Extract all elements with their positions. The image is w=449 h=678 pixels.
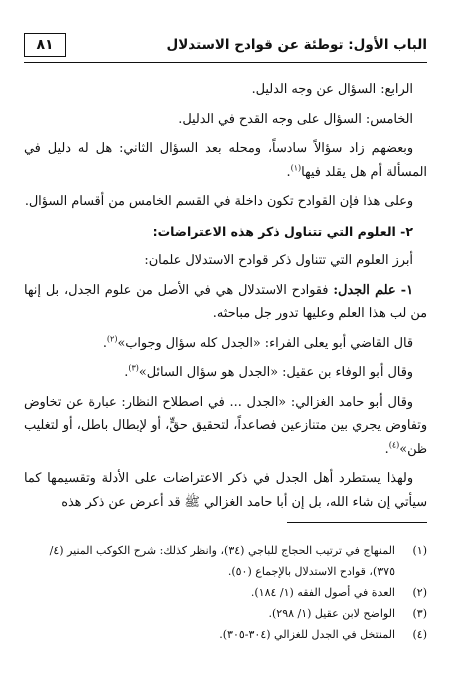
footnotes [24, 540, 427, 645]
page-number: ٨١ [36, 37, 54, 53]
footnote-text: العدة في أصول الفقه (١/ ١٨٤). [250, 586, 395, 599]
section-heading: ٢- العلوم التي تتناول ذكر هذه الاعتراضات: [152, 223, 413, 239]
footnote [24, 582, 427, 603]
paragraph [24, 137, 427, 184]
item-title: ١- علم الجدل: [333, 282, 413, 298]
paragraph-text: وقال أبو الوفاء بن عقيل: «الجدل هو سؤال السائل» [138, 365, 413, 380]
paragraph-text: فقوادح الاستدلال هي في الأصل من علوم الجدل، بل إنها من لب هذا العلم وعليها تدور جل مباحثه. [24, 282, 427, 321]
paragraph: ولهذا يستطرد أهل الجدل في ذكر الاعتراضات على الأدلة وتقسيمها كما سيأتي إن شاء الله، بل إن أبا حامد الغزالي ﷺ قد أعرض عن ذكر هذه [24, 471, 427, 510]
footnote-ref: (١) [290, 163, 302, 173]
paragraph-text: وقال أبو حامد الغزالي: «الجدل ... في اصطلاح النظار: عبارة عن تخاوض وتفاوض يجري بين متنازعين فصاعداً، لتحقيق حقٍّ، أو لإبطال باطل، أو لتغليب ظن» [24, 394, 427, 457]
paragraph: الرابع: السؤال عن وجه الدليل. [251, 82, 413, 97]
footnote-number: (٣) [412, 607, 427, 620]
page-number-box [24, 33, 66, 57]
paragraph [24, 391, 427, 462]
footnote-ref: (٢) [106, 334, 118, 344]
paragraph: الخامس: السؤال على وجه القدح في الدليل. [178, 111, 413, 127]
footnote-number: (١) [412, 544, 427, 557]
footnote-text: المنهاج في ترتيب الحجاج للباجي (٣٤)، وانظر كذلك: شرح الكوكب المنير (٤/ ٣٧٥)، قوادح الاستدلال بالإجماع (٥٠). [49, 544, 395, 578]
footnote [24, 603, 427, 624]
footnote-text: الواضح لابن عقيل (١/ ٢٩٨). [268, 607, 395, 620]
paragraph [24, 361, 427, 385]
footnote [24, 540, 427, 582]
page-header [24, 30, 427, 60]
footnote [24, 624, 427, 645]
footnote-text: المنتخل في الجدل للغزالي (٣٠٤-٣٠٥). [219, 628, 395, 641]
footnote-ref: (٣) [128, 363, 139, 373]
paragraph: وعلى هذا فإن القوادح تكون داخلة في القسم الخامس من أقسام السؤال. [24, 194, 413, 209]
running-title: الباب الأول: توطئة عن قوادح الاستدلال [166, 37, 427, 53]
paragraph-end: . [124, 365, 129, 380]
paragraph-end: . [102, 335, 107, 351]
paragraph [24, 332, 427, 356]
paragraph [24, 279, 427, 326]
paragraph-text: قال القاضي أبو يعلى الفراء: «الجدل كله سؤال وجواب» [117, 335, 413, 351]
paragraph-end: . [286, 164, 291, 180]
footnote-ref: (٤) [388, 440, 400, 450]
header-rule [24, 62, 427, 63]
body-text [24, 78, 427, 520]
paragraph-text: وبعضهم زاد سؤالاً سادساً، ومحله بعد السؤال الثاني: هل له دليل في المسألة أم هل يقلد فيها [24, 141, 427, 180]
footnote-rule [287, 522, 427, 523]
paragraph: أبرز العلوم التي تتناول ذكر قوادح الاستدلال علمان: [144, 253, 413, 268]
paragraph-end: . [384, 441, 389, 457]
footnote-number: (٢) [412, 586, 427, 599]
footnote-number: (٤) [412, 628, 427, 641]
